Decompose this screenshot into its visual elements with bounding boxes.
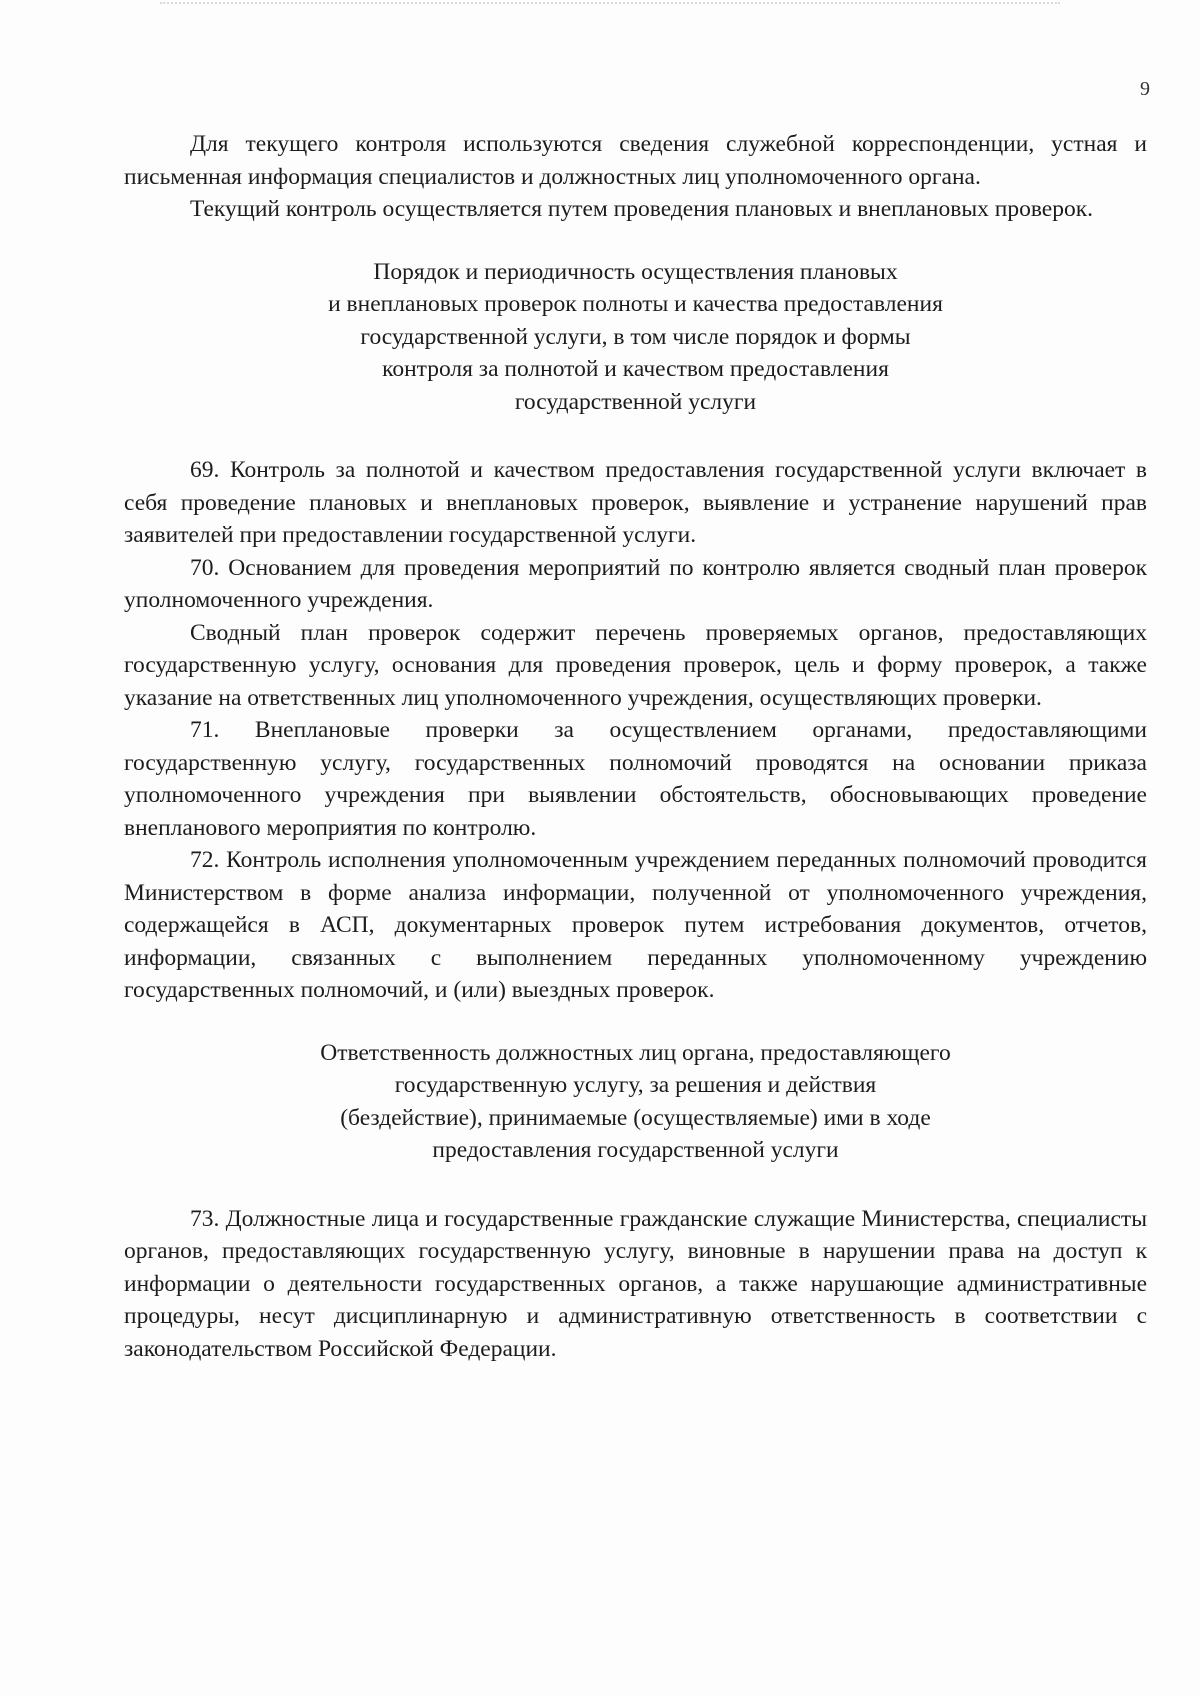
section-heading-responsibility [124,1037,1147,1167]
scan-edge-artifact [160,2,1060,6]
heading-line: государственную услугу, за решения и действия [394,1072,877,1098]
page-number: 9 [1140,78,1150,100]
paragraph-69: 69. Контроль за полнотой и качеством предоставления государственной услуги включает в себя проведение плановых и внеплановых проверок, выявление и устранение нарушений прав заявителей при предоставлении государственной услуги. [124,457,1147,548]
paragraph-70: 70. Основанием для проведения мероприятий по контролю является сводный план проверок уполномоченного учреждения. [124,554,1147,613]
document-body [124,128,1147,1365]
paragraph-71: 71. Внеплановые проверки за осуществлением органами, предоставляющими государственную услугу, государственных полномочий проводятся на основании приказа уполномоченного учреждения при выявлении обстоятельств, обосновывающих проведение внепланового мероприятия по контролю. [124,717,1147,841]
paragraph-consolidated-plan: Сводный план проверок содержит перечень проверяемых органов, предоставляющих государственную услугу, основания для проведения проверок, цель и форму проверок, а также указание на ответственных лиц уполномоченного учреждения, осуществляющих проверки. [124,619,1147,711]
heading-line: государственной услуги [514,388,757,415]
paragraph-72: 72. Контроль исполнения уполномоченным учреждением переданных полномочий проводится Министерством в форме анализа информации, полученной от уполномоченного учреждения, содержащейся в АСП, документарных проверок путем истребования документов, отчетов, информации, связанных с выполнением переданных уполномоченному учреждению государственных полномочий, и (или) выездных проверок. [124,847,1147,1003]
paragraph-73: 73. Должностные лица и государственные гражданские служащие Министерства, специалисты органов, предоставляющих государственную услугу, виновные в нарушении права на доступ к информации о деятельности государственных органов, а также нарушающие административные процедуры, несут дисциплинарную и административную ответственность в соответствии с законодательством Российской Федерации. [124,1205,1147,1362]
heading-line: контроля за полнотой и качеством предоставления [382,356,889,382]
section-heading-inspections [124,256,1147,419]
heading-line: Ответственность должностных лиц органа, предоставляющего [320,1039,951,1066]
heading-line: Порядок и периодичность осуществления плановых [373,258,898,285]
heading-line: предоставления государственной услуги [432,1137,839,1163]
heading-line: (бездействие), принимаемые (осуществляемые) ими в ходе [340,1104,931,1131]
paragraph-current-control-sources: Для текущего контроля используются сведения служебной корреспонденции, устная и письменная информация специалистов и должностных лиц уполномоченного органа. [124,131,1147,190]
heading-line: государственной услуги, в том числе порядок и формы [360,323,911,350]
paragraph-current-control-method: Текущий контроль осуществляется путем проведения плановых и внеплановых проверок. [190,196,1094,222]
heading-line: и внеплановых проверок полноты и качества предоставления [328,291,943,317]
